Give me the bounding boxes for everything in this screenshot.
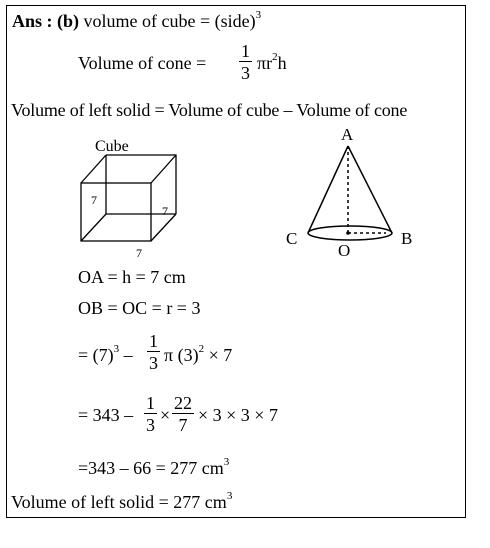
step3-exp: 3 <box>223 456 230 468</box>
cube-side-right: 7 <box>162 204 168 218</box>
cube-side-left: 7 <box>91 193 97 207</box>
step1-times-seven: × 7 <box>208 345 233 365</box>
step1-fraction-num: 1 <box>149 331 158 351</box>
cube-title: Cube <box>95 138 129 155</box>
step2-fraction1-den: 3 <box>146 415 155 435</box>
step-oa: OA = h = 7 cm <box>78 267 186 287</box>
cube-edge-br <box>151 214 176 241</box>
cone-point-c: C <box>286 229 298 248</box>
cone-center-point <box>346 231 350 235</box>
step-ob: OB = OC = r = 3 <box>78 298 201 318</box>
cone-formula-tail <box>257 51 287 73</box>
step2-times: × <box>160 405 171 425</box>
cone-right-slant <box>348 146 392 233</box>
cube-edge-bl <box>81 214 106 241</box>
step2-fraction2-num: 22 <box>174 393 192 413</box>
step1-start <box>78 343 133 365</box>
cone-pi-r: πr <box>257 53 273 73</box>
step3 <box>78 456 230 478</box>
step2-fraction2-den: 7 <box>178 415 188 435</box>
cone-apex-label: A <box>341 125 354 144</box>
cone-fraction <box>239 42 252 82</box>
step1-fraction <box>147 332 160 372</box>
step2-fraction1-num: 1 <box>146 393 155 413</box>
cone-volume-label: Volume of cone = <box>78 53 207 73</box>
step2-start: = 343 – <box>78 405 134 425</box>
step1-seven-cubed: = (7) <box>78 345 114 365</box>
cone-point-b: B <box>401 229 413 248</box>
cube-side-bottom: 7 <box>136 246 142 260</box>
step3-text: =343 – 66 = 277 cm <box>78 458 224 478</box>
step2-fraction-2 <box>172 394 194 434</box>
cone-point-o: O <box>338 241 351 260</box>
cone-left-slant <box>308 146 348 233</box>
cone-h: h <box>277 53 287 73</box>
step1-end <box>164 343 233 365</box>
step1-minus: – <box>123 345 133 365</box>
cone-r-exponent: 2 <box>272 51 278 63</box>
cone-fraction-den: 3 <box>241 63 250 83</box>
cube-formula-exponent: 3 <box>255 9 262 21</box>
step1-exp: 3 <box>113 343 120 355</box>
step1-exp2: 2 <box>198 343 205 355</box>
step2-fraction-1 <box>144 394 157 434</box>
final-answer-exp: 3 <box>226 490 233 502</box>
cone-figure <box>280 122 430 262</box>
final-answer-text: Volume of left solid = 277 cm <box>11 492 227 512</box>
cube-front-face <box>81 183 151 241</box>
cube-edge-tr <box>151 155 176 183</box>
step2-end: × 3 × 3 × 7 <box>198 405 278 425</box>
final-answer <box>11 490 233 512</box>
step1-pi-three: π (3) <box>164 345 199 365</box>
cube-volume-formula: volume of cube = (side) <box>83 11 256 31</box>
step1-fraction-den: 3 <box>149 353 158 373</box>
answer-label: Ans : (b) <box>12 11 80 31</box>
answer-line-cube <box>12 9 262 31</box>
volume-relation: Volume of left solid = Volume of cube – Volume of cone <box>11 100 408 120</box>
cube-edge-tl <box>81 155 106 183</box>
cube-figure <box>70 134 190 264</box>
cone-fraction-num: 1 <box>241 41 250 61</box>
